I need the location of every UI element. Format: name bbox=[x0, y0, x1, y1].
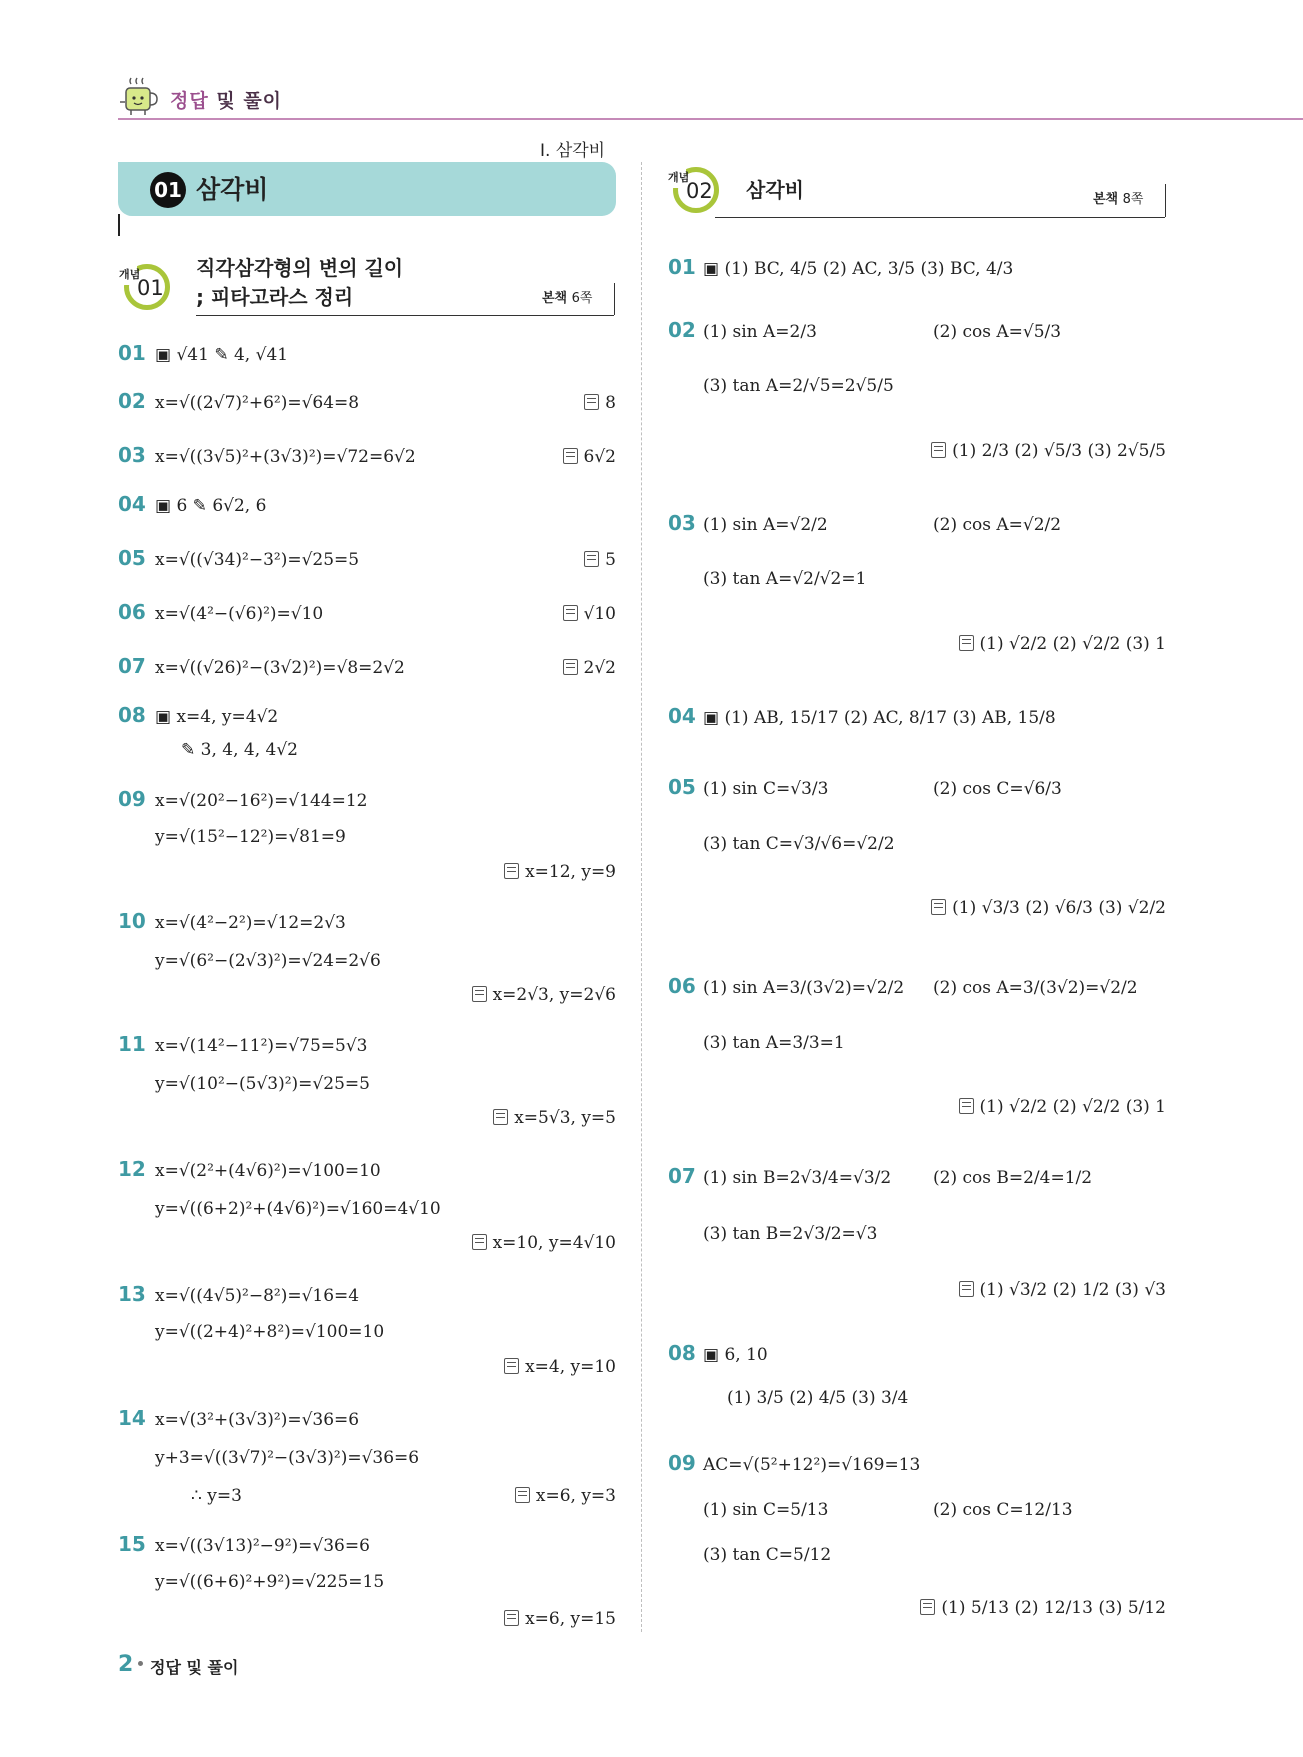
problem-number: 07 bbox=[118, 654, 146, 678]
solution-line: (2) cos A=√2/2 bbox=[933, 515, 1062, 535]
solution-line: (1) sin C=√3/3 bbox=[703, 779, 829, 799]
concept-underline bbox=[196, 315, 614, 316]
problem-number: 02 bbox=[668, 318, 696, 342]
answer-icon bbox=[504, 1358, 519, 1374]
problem-number: 15 bbox=[118, 1532, 146, 1556]
problem-number: 12 bbox=[118, 1157, 146, 1181]
answer-icon bbox=[959, 1281, 974, 1297]
chapter-label: I. 삼각비 bbox=[540, 141, 606, 161]
solution-line: ▣ 6 ✎ 6√2, 6 bbox=[155, 496, 267, 516]
solution-line: y=√(10²−(5√3)²)=√25=5 bbox=[155, 1074, 370, 1094]
answer-box bbox=[920, 1598, 1166, 1618]
solution-line: (1) sin B=2√3/4=√3/2 bbox=[703, 1168, 892, 1188]
concept-tag: 개념 bbox=[119, 268, 141, 281]
answer-icon bbox=[472, 1234, 487, 1250]
solution-line: (3) tan B=2√3/2=√3 bbox=[703, 1224, 878, 1244]
problem-number: 03 bbox=[118, 443, 146, 467]
answer-icon bbox=[504, 1610, 519, 1626]
answer-icon bbox=[959, 635, 974, 651]
concept-underline-tick bbox=[614, 283, 615, 315]
solution-line: ∴ y=3 bbox=[191, 1486, 242, 1506]
answer-icon bbox=[584, 551, 599, 567]
header-rule bbox=[118, 118, 1303, 120]
answer-box bbox=[472, 985, 616, 1005]
solution-line: y+3=√((3√7)²−(3√3)²)=√36=6 bbox=[155, 1448, 420, 1468]
answer-value: x=12, y=9 bbox=[525, 862, 616, 882]
problem-number: 05 bbox=[668, 775, 696, 799]
solution-line: x=√(4²−(√6)²)=√10 bbox=[155, 604, 324, 624]
answer-value: (1) 2/3 (2) √5/3 (3) 2√5/5 bbox=[952, 441, 1166, 461]
solution-line: x=√(4²−2²)=√12=2√3 bbox=[155, 913, 346, 933]
problem-number: 07 bbox=[668, 1164, 696, 1188]
solution-line: (1) sin A=3/(3√2)=√2/2 bbox=[703, 978, 905, 998]
solution-line: y=√((6+2)²+(4√6)²)=√160=4√10 bbox=[155, 1199, 441, 1219]
banner-tail bbox=[118, 214, 120, 236]
answer-value: 6√2 bbox=[583, 447, 616, 467]
solution-line: y=√(6²−(2√3)²)=√24=2√6 bbox=[155, 951, 381, 971]
solution-line: (2) cos A=√5/3 bbox=[933, 322, 1062, 342]
solution-line: y=√(15²−12²)=√81=9 bbox=[155, 827, 346, 847]
solution-line: (3) tan A=√2/√2=1 bbox=[703, 569, 867, 589]
answer-box bbox=[493, 1108, 616, 1128]
answer-icon bbox=[959, 1098, 974, 1114]
problem-number: 08 bbox=[118, 703, 146, 727]
answer-value: x=10, y=4√10 bbox=[492, 1233, 616, 1253]
section-title: 삼각비 bbox=[196, 175, 269, 204]
solution-line: ✎ 3, 4, 4, 4√2 bbox=[181, 740, 298, 760]
answer-box bbox=[959, 1280, 1166, 1300]
footer-title: 정답 및 풀이 bbox=[150, 1658, 239, 1677]
answer-value: x=2√3, y=2√6 bbox=[492, 985, 616, 1005]
answer-box bbox=[959, 1097, 1166, 1117]
solution-line: (1) sin C=5/13 bbox=[703, 1500, 829, 1520]
solution-line: x=√(2²+(4√6)²)=√100=10 bbox=[155, 1161, 381, 1181]
answer-icon bbox=[563, 448, 578, 464]
textbook-reference bbox=[1093, 188, 1144, 207]
solution-line: (1) sin A=2/3 bbox=[703, 322, 817, 342]
answer-icon bbox=[563, 659, 578, 675]
concept-underline bbox=[715, 217, 1165, 218]
answer-value: 5 bbox=[605, 550, 616, 570]
solution-line: x=√((4√5)²−8²)=√16=4 bbox=[155, 1286, 360, 1306]
answer-box bbox=[563, 447, 616, 467]
concept-number: 01 bbox=[137, 276, 164, 300]
problem-number: 09 bbox=[668, 1451, 696, 1475]
answer-box bbox=[563, 604, 616, 624]
concept-title-line2: ; 피타고라스 정리 bbox=[196, 285, 354, 309]
problem-number: 06 bbox=[668, 974, 696, 998]
textbook-reference bbox=[542, 287, 593, 306]
answer-value: x=5√3, y=5 bbox=[514, 1108, 616, 1128]
cup-icon bbox=[118, 74, 162, 118]
problem-number: 09 bbox=[118, 787, 146, 811]
answer-box bbox=[959, 634, 1166, 654]
answer-box bbox=[504, 862, 616, 882]
answer-icon bbox=[584, 394, 599, 410]
solution-line: (2) cos C=12/13 bbox=[933, 1500, 1073, 1520]
problem-number: 01 bbox=[118, 341, 146, 365]
solution-line: x=√((2√7)²+6²)=√64=8 bbox=[155, 393, 360, 413]
concept-number: 02 bbox=[686, 179, 713, 203]
answer-icon bbox=[563, 605, 578, 621]
problem-number: 02 bbox=[118, 389, 146, 413]
answer-icon bbox=[472, 986, 487, 1002]
answer-value: (1) √2/2 (2) √2/2 (3) 1 bbox=[979, 634, 1166, 654]
concept-title: 삼각비 bbox=[746, 178, 804, 202]
section-banner bbox=[118, 162, 616, 216]
answer-icon bbox=[931, 442, 946, 458]
answer-box bbox=[504, 1609, 616, 1629]
answer-value: (1) 5/13 (2) 12/13 (3) 5/12 bbox=[941, 1598, 1166, 1618]
problem-number: 08 bbox=[668, 1341, 696, 1365]
answer-value: x=6, y=3 bbox=[535, 1486, 616, 1506]
problem-number: 04 bbox=[118, 492, 146, 516]
solution-line: ▣ √41 ✎ 4, √41 bbox=[155, 345, 289, 365]
answer-value: 8 bbox=[605, 393, 616, 413]
section-number: 01 bbox=[150, 172, 186, 208]
solution-line: y=√((6+6)²+9²)=√225=15 bbox=[155, 1572, 385, 1592]
solution-line: (1) 3/5 (2) 4/5 (3) 3/4 bbox=[727, 1388, 909, 1408]
answer-box bbox=[563, 658, 616, 678]
solution-line: (2) cos C=√6/3 bbox=[933, 779, 1062, 799]
problem-number: 13 bbox=[118, 1282, 146, 1306]
solution-line: (2) cos B=2/4=1/2 bbox=[933, 1168, 1093, 1188]
solution-line: x=√((3√13)²−9²)=√36=6 bbox=[155, 1536, 370, 1556]
solution-line: x=√((√34)²−3²)=√25=5 bbox=[155, 550, 360, 570]
footer-dot bbox=[138, 1661, 143, 1666]
header-title-rest: 및 풀이 bbox=[216, 90, 283, 112]
solution-line: (3) tan C=5/12 bbox=[703, 1545, 832, 1565]
solution-line: (1) sin A=√2/2 bbox=[703, 515, 828, 535]
answer-value: (1) √3/2 (2) 1/2 (3) √3 bbox=[979, 1280, 1166, 1300]
solution-line: (3) tan C=√3/√6=√2/2 bbox=[703, 834, 895, 854]
solution-line: (2) cos A=3/(3√2)=√2/2 bbox=[933, 978, 1138, 998]
solution-line: x=√(14²−11²)=√75=5√3 bbox=[155, 1036, 368, 1056]
answer-icon bbox=[493, 1109, 508, 1125]
answer-value: x=4, y=10 bbox=[525, 1357, 616, 1377]
solution-line: (3) tan A=2/√5=2√5/5 bbox=[703, 376, 894, 396]
header-title bbox=[170, 86, 282, 113]
answer-box bbox=[504, 1357, 616, 1377]
problem-number: 10 bbox=[118, 909, 146, 933]
solution-line: y=√((2+4)²+8²)=√100=10 bbox=[155, 1322, 385, 1342]
answer-box bbox=[472, 1233, 616, 1253]
answer-icon bbox=[504, 863, 519, 879]
ref-label: 본책 bbox=[1093, 192, 1119, 207]
concept-title-line1: 직각삼각형의 변의 길이 bbox=[196, 256, 404, 280]
concept-tag: 개념 bbox=[668, 171, 690, 184]
solution-line: ▣ 6, 10 bbox=[703, 1345, 768, 1365]
solution-line: x=√(20²−16²)=√144=12 bbox=[155, 791, 368, 811]
ref-label: 본책 bbox=[542, 291, 568, 306]
solution-line: AC=√(5²+12²)=√169=13 bbox=[703, 1455, 921, 1475]
solution-line: ▣ (1) AB, 15/17 (2) AC, 8/17 (3) AB, 15/8 bbox=[703, 708, 1056, 728]
answer-value: (1) √3/3 (2) √6/3 (3) √2/2 bbox=[952, 898, 1166, 918]
answer-value: √10 bbox=[583, 604, 616, 624]
solution-line: x=√((3√5)²+(3√3)²)=√72=6√2 bbox=[155, 447, 416, 467]
problem-number: 14 bbox=[118, 1406, 146, 1430]
problem-number: 05 bbox=[118, 546, 146, 570]
answer-icon bbox=[920, 1599, 935, 1615]
concept-underline-tick bbox=[1165, 184, 1166, 217]
page-number: 2 bbox=[118, 1652, 134, 1677]
answer-box bbox=[515, 1486, 616, 1506]
answer-value: x=6, y=15 bbox=[525, 1609, 616, 1629]
solution-line: (3) tan A=3/3=1 bbox=[703, 1033, 845, 1053]
ref-page: 8쪽 bbox=[1122, 192, 1144, 207]
answer-value: 2√2 bbox=[583, 658, 616, 678]
problem-number: 11 bbox=[118, 1032, 146, 1056]
answer-box bbox=[584, 393, 616, 413]
ref-page: 6쪽 bbox=[571, 291, 593, 306]
answer-icon bbox=[931, 899, 946, 915]
solution-line: x=√(3²+(3√3)²)=√36=6 bbox=[155, 1410, 360, 1430]
solution-line: ▣ x=4, y=4√2 bbox=[155, 707, 279, 727]
problem-number: 06 bbox=[118, 600, 146, 624]
problem-number: 01 bbox=[668, 255, 696, 279]
answer-icon bbox=[515, 1487, 530, 1503]
answer-box bbox=[584, 550, 616, 570]
header-title-prefix: 정답 bbox=[170, 90, 209, 112]
answer-value: (1) √2/2 (2) √2/2 (3) 1 bbox=[979, 1097, 1166, 1117]
problem-number: 04 bbox=[668, 704, 696, 728]
column-divider bbox=[641, 162, 642, 1632]
answer-box bbox=[931, 441, 1166, 461]
solution-line: x=√((√26)²−(3√2)²)=√8=2√2 bbox=[155, 658, 405, 678]
answer-box bbox=[931, 898, 1166, 918]
solution-line: ▣ (1) BC, 4/5 (2) AC, 3/5 (3) BC, 4/3 bbox=[703, 259, 1014, 279]
problem-number: 03 bbox=[668, 511, 696, 535]
